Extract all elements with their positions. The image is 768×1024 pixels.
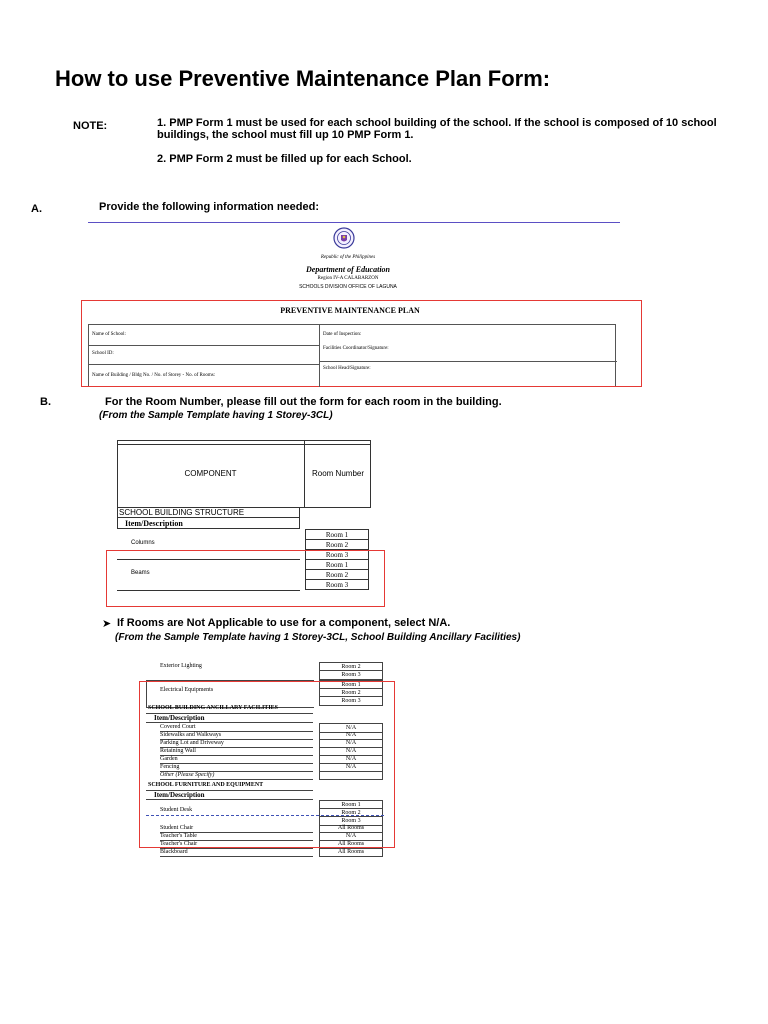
list-item: Blackboard [160, 848, 313, 857]
field-name-of-school[interactable]: Name of School: [92, 332, 126, 337]
section-building-structure: SCHOOL BUILDING STRUCTURE [119, 508, 245, 517]
purple-divider [88, 222, 620, 223]
field-date-of-inspection[interactable]: Date of Inspection: [323, 332, 362, 337]
section-a-instruction: Provide the following information needed: [99, 201, 320, 213]
room-cell[interactable]: Room 1 [305, 530, 369, 540]
room-cell[interactable]: Room 2 [319, 662, 383, 671]
na-cell[interactable]: N/A [319, 723, 383, 733]
item-description-header: Item/Description [125, 519, 183, 528]
bullet-subtitle: (From the Sample Template having 1 Storey-3CL, School Building Ancillary Facilities) [115, 632, 521, 643]
room-cell[interactable]: Room 3 [305, 550, 369, 560]
room-cell[interactable]: N/A [319, 832, 383, 841]
highlight-box-b [106, 550, 385, 607]
note-item-1: 1. PMP Form 1 must be used for each school building of the school. If the school is composed of 10 school buildings, the school must fill up 10 PMP Form 1. [157, 117, 717, 141]
room-cell[interactable]: All Rooms [319, 824, 383, 833]
row-label-beams: Beams [131, 570, 150, 576]
room-cell[interactable]: Room 2 [305, 540, 369, 550]
row-label: Exterior Lighting [160, 663, 202, 669]
list-item: Teacher's Chair [160, 840, 313, 849]
col-room-number: Room Number [311, 469, 364, 478]
note-item-2: 2. PMP Form 2 must be filled up for each School. [157, 153, 412, 165]
section-b-instruction: For the Room Number, please fill out the form for each room in the building. [105, 396, 502, 408]
room-cell[interactable]: All Rooms [319, 848, 383, 857]
room-cell[interactable]: All Rooms [319, 840, 383, 849]
room-cell[interactable]: Room 1 [305, 560, 369, 570]
list-item: Teacher's Table [160, 832, 313, 841]
na-cell[interactable]: N/A [319, 731, 383, 740]
section-b-letter: B. [40, 396, 51, 408]
room-cell[interactable]: Room 2 [319, 688, 383, 697]
deped-seal-icon [333, 226, 355, 250]
section-ancillary: SCHOOL BUILDING ANCILLARY FACILITIES [148, 705, 278, 711]
section-furniture: SCHOOL FURNITURE AND EQUIPMENT [148, 782, 264, 788]
header-division: SCHOOLS DIVISION OFFICE OF LAGUNA [299, 284, 397, 290]
col-component: COMPONENT [184, 469, 237, 478]
item-description-header: Item/Description [154, 714, 205, 722]
na-cell[interactable]: N/A [319, 755, 383, 764]
header-region: Region IV-A CALABARZON [317, 276, 379, 281]
header-department: Department of Education [305, 265, 390, 274]
room-cell[interactable]: Room 3 [319, 816, 383, 826]
room-cell[interactable]: Room 3 [325, 581, 349, 589]
room-cell[interactable]: Room 2 [305, 570, 369, 580]
na-cell[interactable]: N/A [319, 739, 383, 748]
room-cell[interactable]: Room 1 [319, 800, 383, 809]
field-building-info[interactable]: Name of Building / Bldg No. / No. of Storey - No. of Rooms: [92, 373, 216, 378]
row-label: Student Desk [160, 807, 193, 813]
section-b-subtitle: (From the Sample Template having 1 Storey-3CL) [99, 410, 333, 421]
form-title: PREVENTIVE MAINTENANCE PLAN [280, 306, 420, 315]
section-a-letter: A. [31, 203, 42, 215]
highlight-box-c [139, 681, 395, 848]
note-label: NOTE: [73, 120, 108, 132]
room-cell[interactable]: Room 2 [319, 808, 383, 817]
row-label: Electrical Equipments [160, 687, 214, 693]
list-item: Fencing [160, 763, 313, 772]
list-item: Retaining Wall [160, 747, 313, 756]
header-republic: Republic of the Philippines [320, 255, 376, 260]
list-item: Sidewalks and Walkways [160, 731, 313, 740]
room-cell[interactable]: Room 1 [319, 680, 383, 689]
room-cell[interactable]: Room 3 [319, 696, 383, 706]
page-title: How to use Preventive Maintenance Plan Form: [55, 66, 551, 91]
field-facilities-coordinator[interactable]: Facilities Coordinator/Signature: [323, 346, 389, 351]
item-description-header-2: Item/Description [154, 791, 205, 799]
field-school-head[interactable]: School Head/Signature: [323, 366, 371, 371]
list-item: Student Chair [160, 824, 313, 833]
list-item: Parking Lot and Driveway [160, 739, 313, 748]
na-cell[interactable]: N/A [319, 763, 383, 772]
list-item: Other (Please Specify) [160, 771, 313, 780]
arrow-bullet-icon: ➤ [102, 618, 112, 630]
list-item: Covered Court [160, 723, 313, 732]
field-school-id[interactable]: School ID: [92, 351, 114, 356]
row-label-columns: Columns [131, 540, 155, 546]
list-item: Garden [160, 755, 313, 764]
bullet-text: If Rooms are Not Applicable to use for a component, select N/A. [117, 617, 451, 629]
na-cell[interactable]: N/A [319, 747, 383, 756]
room-cell[interactable]: Room 3 [319, 670, 383, 680]
